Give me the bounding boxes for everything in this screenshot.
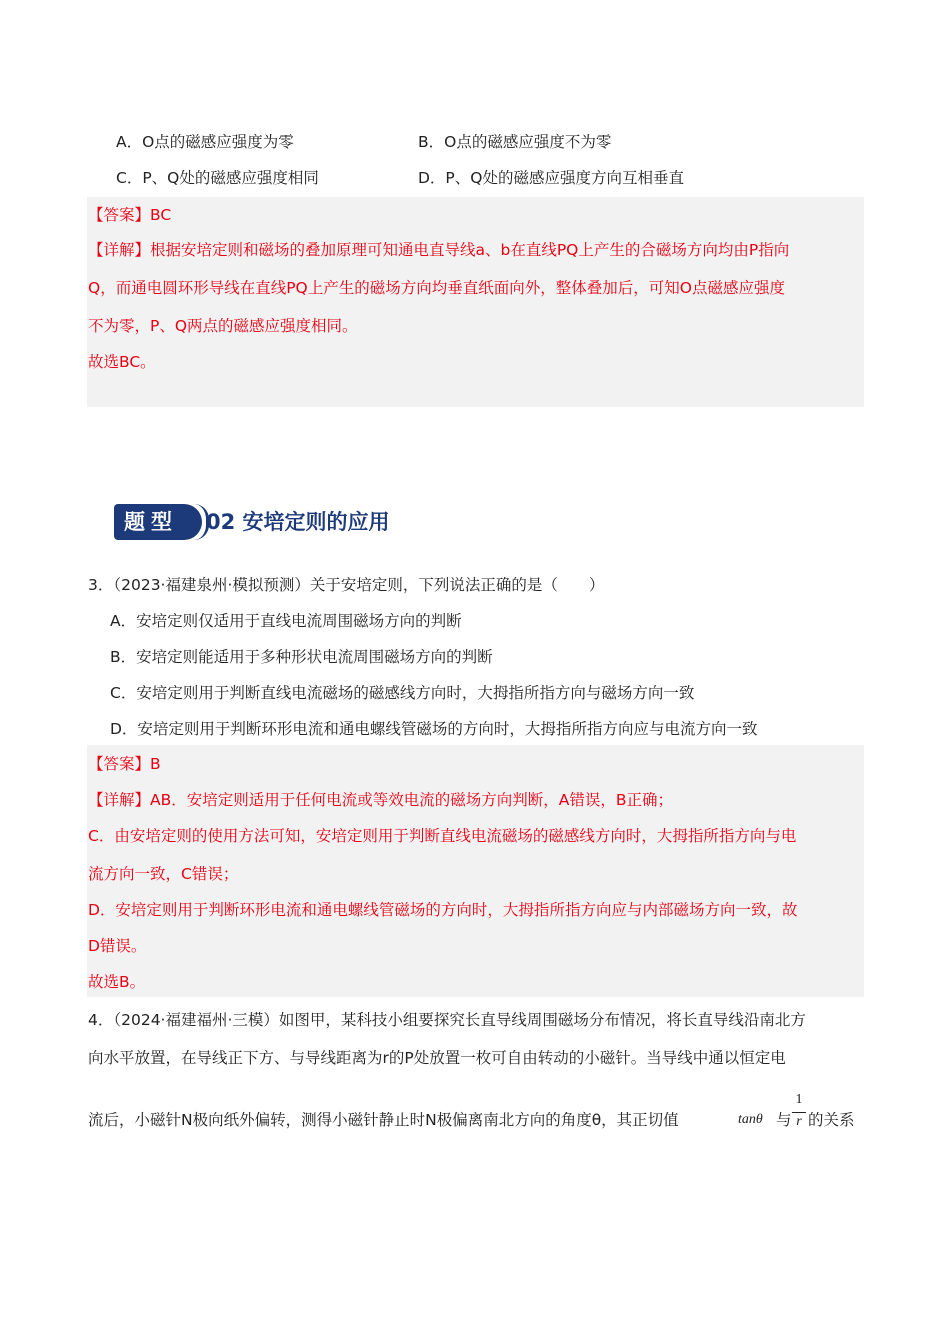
q4-fraction-bar xyxy=(792,1112,806,1113)
q3-option-c: C．安培定则用于判断直线电流磁场的磁感线方向时，大拇指所指方向与磁场方向一致 xyxy=(110,684,695,702)
q4-fraction-denominator: r xyxy=(796,1114,802,1129)
q2-detail-line-2: Q，而通电圆环形导线在直线PQ上产生的磁场方向均垂直纸面向外，整体叠加后，可知O点磁感应强度 xyxy=(88,279,785,297)
q3-option-b: B．安培定则能适用于多种形状电流周围磁场方向的判断 xyxy=(110,648,493,666)
q2-option-c: C．P、Q处的磁感应强度相同 xyxy=(116,169,319,187)
q4-line-1: 4．（2024·福建福州·三模）如图甲，某科技小组要探究长直导线周围磁场分布情况，将长直导线沿南北方 xyxy=(88,1011,806,1029)
q4-connector: 与 xyxy=(776,1111,792,1129)
q4-line-2: 向水平放置，在导线正下方、与导线距离为r的P处放置一枚可自由转动的小磁针。当导线中通以恒定电 xyxy=(88,1049,786,1067)
q4-tan-theta: tanθ xyxy=(738,1112,763,1127)
q3-detail-line-2: C．由安培定则的使用方法可知，安培定则用于判断直线电流磁场的磁感线方向时，大拇指所指方向与电 xyxy=(88,827,797,845)
q2-detail-line-3: 不为零，P、Q两点的磁感应强度相同。 xyxy=(88,317,358,335)
section-tag: 题型 xyxy=(114,504,202,540)
q4-fraction-numerator: 1 xyxy=(795,1092,803,1107)
q3-detail-line-5: D错误。 xyxy=(88,937,147,955)
q2-conclusion: 故选BC。 xyxy=(88,353,156,371)
q3-stem: 3．（2023·福建泉州·模拟预测）关于安培定则，下列说法正确的是（ ） xyxy=(88,576,605,594)
q2-option-a: A．O点的磁感应强度为零 xyxy=(116,133,294,151)
q2-detail-line-1: 【详解】根据安培定则和磁场的叠加原理可知通电直导线a、b在直线PQ上产生的合磁场方向均由P指向 xyxy=(88,241,790,259)
section-title: 02 安培定则的应用 xyxy=(206,510,390,534)
q2-answer-box xyxy=(87,197,864,407)
q4-tail: 的关系 xyxy=(808,1111,855,1129)
q3-conclusion: 故选B。 xyxy=(88,973,146,991)
q3-detail-line-4: D．安培定则用于判断环形电流和通电螺线管磁场的方向时，大拇指所指方向应与内部磁场方向一致，故 xyxy=(88,901,798,919)
q3-option-a: A．安培定则仅适用于直线电流周围磁场方向的判断 xyxy=(110,612,462,630)
q3-option-d: D．安培定则用于判断环形电流和通电螺线管磁场的方向时，大拇指所指方向应与电流方向一致 xyxy=(110,720,758,738)
q3-detail-line-3: 流方向一致，C错误； xyxy=(88,865,239,883)
q3-answer: 【答案】B xyxy=(88,755,161,773)
q3-detail-line-1: 【详解】AB．安培定则适用于任何电流或等效电流的磁场方向判断，A错误，B正确； xyxy=(88,791,673,809)
q2-answer: 【答案】BC xyxy=(88,206,172,224)
q2-option-b: B．O点的磁感应强度不为零 xyxy=(418,133,612,151)
q4-line-3: 流后，小磁针N极向纸外偏转，测得小磁针静止时N极偏离南北方向的角度θ，其正切值 xyxy=(88,1111,679,1129)
q2-option-d: D．P、Q处的磁感应强度方向互相垂直 xyxy=(418,169,684,187)
